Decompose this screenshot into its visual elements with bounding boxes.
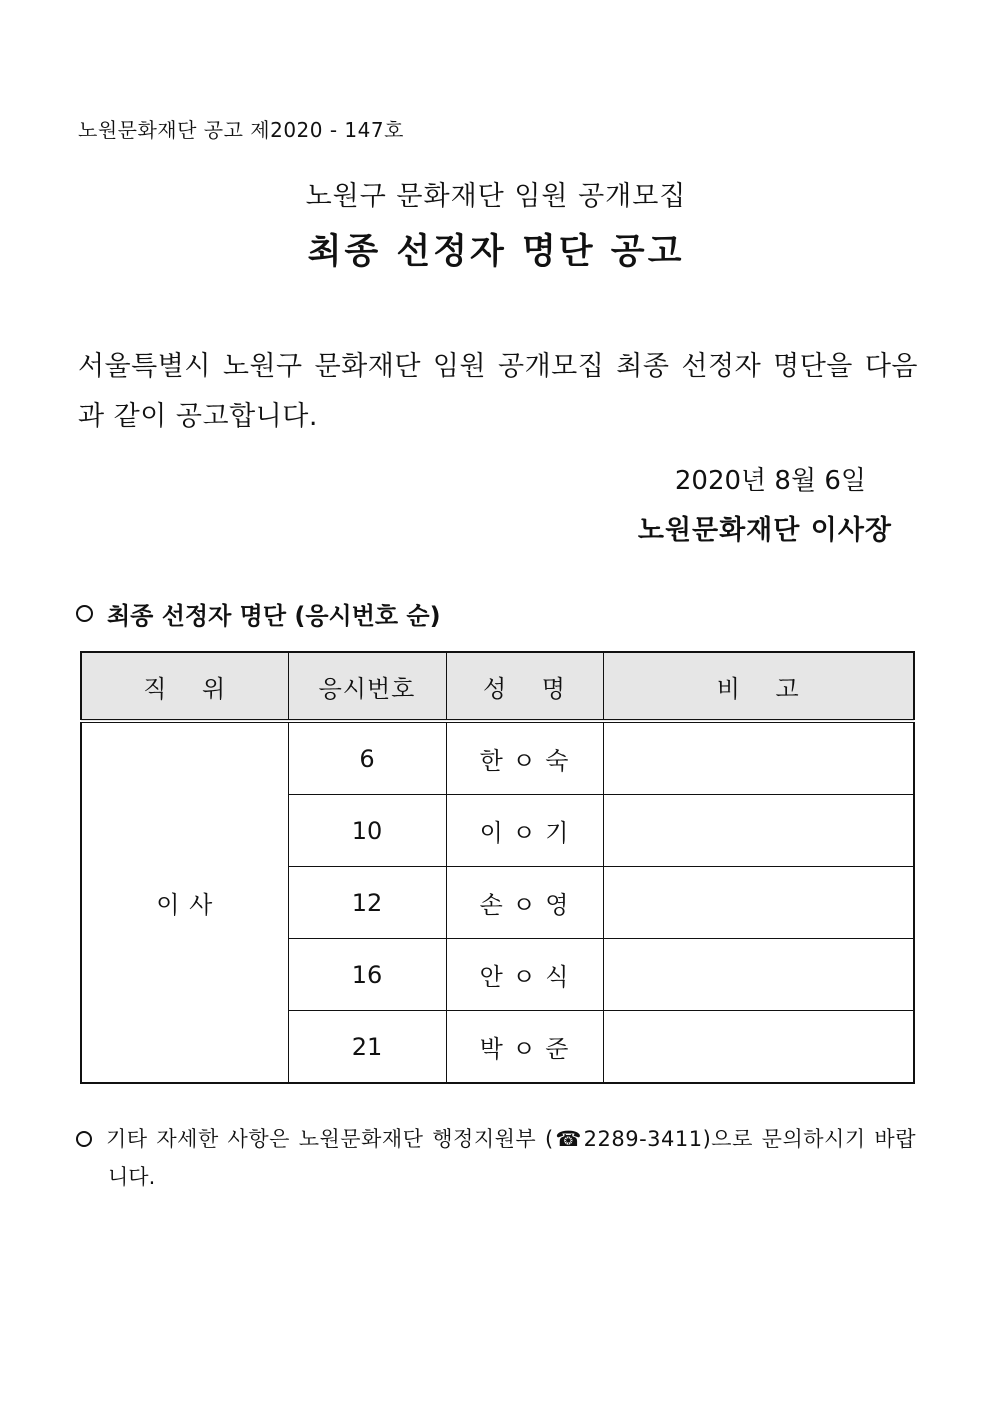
table-row — [81, 721, 914, 795]
applicant-name-cell: 손 ㅇ 영 — [446, 867, 603, 939]
position-cell: 이 사 — [81, 721, 288, 1083]
column-header-note: 비 고 — [603, 652, 914, 721]
selection-table — [80, 651, 915, 1084]
announcement-body: 서울특별시 노원구 문화재단 임원 공개모집 최종 선정자 명단을 다음과 같이 공고합니다. — [78, 351, 918, 432]
note-cell — [603, 795, 914, 867]
table-header-row — [81, 652, 914, 721]
footnote-line-1: 기타 자세한 사항은 노원문화재단 행정지원부 (☎2289-3411)으로 문의하시기 바랍 — [106, 1127, 916, 1151]
applicant-number-cell: 6 — [288, 721, 446, 795]
issuer-name: 노원문화재단 이사장 — [637, 515, 892, 546]
document-title: 최종 선정자 명단 공고 — [307, 232, 685, 272]
applicant-name-cell: 이 ㅇ 기 — [446, 795, 603, 867]
applicant-name-cell: 한 ㅇ 숙 — [446, 721, 603, 795]
note-cell — [603, 867, 914, 939]
applicant-number-cell: 16 — [288, 939, 446, 1011]
circle-bullet-icon — [76, 605, 93, 622]
applicant-name-cell: 안 ㅇ 식 — [446, 939, 603, 1011]
list-heading — [76, 596, 441, 631]
column-header-number: 응시번호 — [288, 652, 446, 721]
applicant-number-cell: 12 — [288, 867, 446, 939]
notice-number: 노원문화재단 공고 제2020 - 147호 — [78, 118, 404, 142]
note-cell — [603, 1011, 914, 1084]
list-heading-text: 최종 선정자 명단 (응시번호 순) — [107, 602, 441, 630]
column-header-position: 직 위 — [81, 652, 288, 721]
contact-footnote — [76, 1120, 916, 1196]
applicant-name-cell: 박 ㅇ 준 — [446, 1011, 603, 1084]
document-subtitle: 노원구 문화재단 임원 공개모집 — [305, 181, 687, 212]
circle-bullet-icon — [76, 1131, 92, 1147]
note-cell — [603, 939, 914, 1011]
applicant-number-cell: 21 — [288, 1011, 446, 1084]
footnote-line-2: 니다. — [108, 1165, 156, 1189]
note-cell — [603, 721, 914, 795]
column-header-name: 성 명 — [446, 652, 603, 721]
applicant-number-cell: 10 — [288, 795, 446, 867]
announcement-date: 2020년 8월 6일 — [674, 466, 866, 496]
